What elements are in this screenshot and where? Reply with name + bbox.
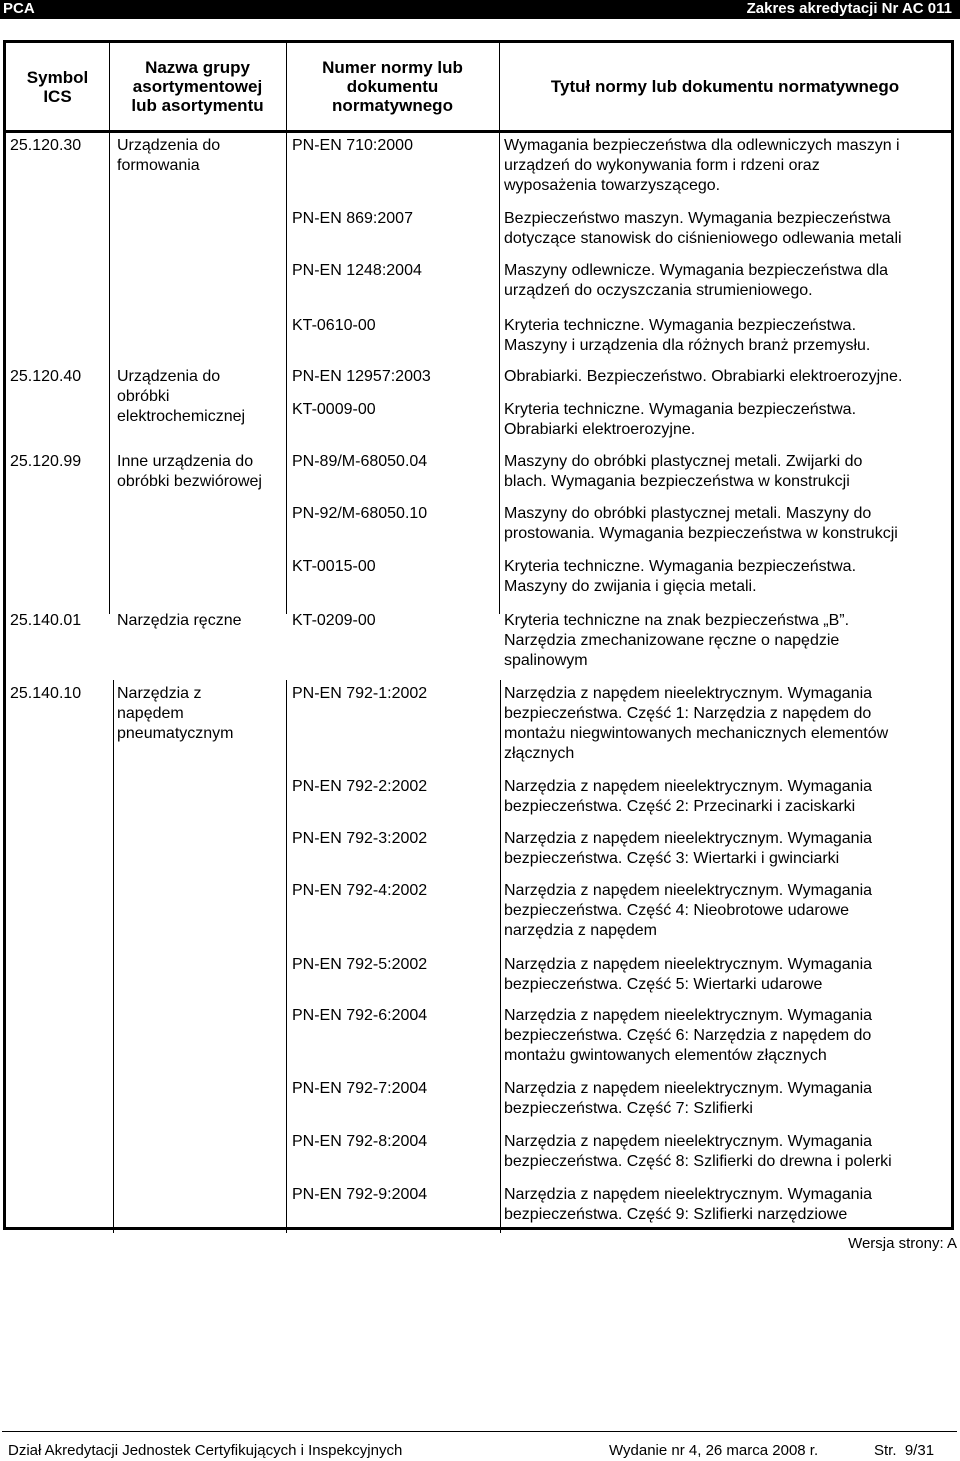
table-cell-norm: PN-EN 792-4:2002 — [292, 882, 428, 899]
table-cell-group: Narzędzia ręczne — [117, 612, 242, 629]
table-cell-title: Kryteria techniczne. Wymagania bezpieczeństwa. Obrabiarki elektroerozyjne. — [504, 401, 857, 438]
table-cell-ics: 25.120.30 — [10, 137, 82, 154]
table-cell-norm: KT-0009-00 — [292, 401, 376, 418]
col-divider-1-lower — [113, 680, 114, 1233]
table-cell-ics: 25.120.99 — [10, 453, 82, 470]
table-cell-norm: PN-EN 792-6:2004 — [292, 1007, 428, 1024]
table-cell-group: Inne urządzenia do obróbki bezwiórowej — [117, 453, 262, 490]
column-header-title: Tytuł normy lub dokumentu normatywnego — [550, 77, 900, 96]
table-cell-title: Kryteria techniczne na znak bezpieczeństwa „B”. Narzędzia zmechanizowane ręczne o napędzie spalinowym — [504, 612, 850, 669]
column-header-group: Nazwa grupy asortymentowej lub asortymentu — [131, 58, 264, 115]
column-header-ics: Symbol ICS — [26, 67, 89, 106]
table-cell-title: Bezpieczeństwo maszyn. Wymagania bezpieczeństwa dotyczące stanowisk do ciśnieniowego odlewania metali — [504, 210, 902, 247]
table-cell-norm: PN-92/M-68050.10 — [292, 505, 428, 522]
table-cell-group: Narzędzia z napędem pneumatycznym — [117, 685, 234, 742]
table-cell-norm: PN-EN 12957:2003 — [292, 368, 431, 385]
page-version: Wersja strony: A — [848, 1235, 957, 1252]
table-cell-title: Wymagania bezpieczeństwa dla odlewniczych maszyn i urządzeń do wykonywania form i rdzeni oraz wyposażenia towarzyszącego. — [504, 137, 900, 194]
table-cell-norm: PN-EN 792-7:2004 — [292, 1080, 428, 1097]
table-cell-title: Narzędzia z napędem nieelektrycznym. Wymagania bezpieczeństwa. Część 5: Wiertarki udarowe — [504, 956, 873, 993]
table-cell-title: Narzędzia z napędem nieelektrycznym. Wymagania bezpieczeństwa. Część 9: Szlifierki narzędziowe — [504, 1186, 873, 1223]
table-cell-title: Maszyny do obróbki plastycznej metali. Maszyny do prostowania. Wymagania bezpieczeństwa w konstrukcji — [504, 505, 898, 542]
footer-page-number: Str. 9/31 — [874, 1442, 935, 1459]
table-cell-title: Narzędzia z napędem nieelektrycznym. Wymagania bezpieczeństwa. Część 7: Szlifierki — [504, 1080, 873, 1117]
table-cell-title: Obrabiarki. Bezpieczeństwo. Obrabiarki elektroerozyjne. — [504, 368, 903, 385]
table-cell-group: Urządzenia do obróbki elektrochemicznej — [117, 368, 246, 425]
table-cell-norm: KT-0015-00 — [292, 558, 376, 575]
table-cell-title: Maszyny do obróbki plastycznej metali. Zwijarki do blach. Wymagania bezpieczeństwa w konstrukcji — [504, 453, 863, 490]
header-accreditation: Zakres akredytacji Nr AC 011 — [746, 0, 952, 17]
table-cell-norm: KT-0610-00 — [292, 317, 376, 334]
table-cell-group: Urządzenia do formowania — [117, 137, 221, 174]
table-cell-title: Narzędzia z napędem nieelektrycznym. Wymagania bezpieczeństwa. Część 1: Narzędzia z napędem do montażu niegwintowanych mechanicznych elementów złącznych — [504, 685, 889, 762]
header-separator — [6, 130, 951, 133]
header-org: PCA — [3, 0, 35, 17]
table-cell-norm: KT-0209-00 — [292, 612, 376, 629]
table-cell-norm: PN-EN 792-9:2004 — [292, 1186, 428, 1203]
table-cell-title: Kryteria techniczne. Wymagania bezpieczeństwa. Maszyny i urządzenia dla różnych branż przemysłu. — [504, 317, 871, 354]
table-cell-norm: PN-EN 792-8:2004 — [292, 1133, 428, 1150]
table-cell-title: Maszyny odlewnicze. Wymagania bezpieczeństwa dla urządzeń do oczyszczania strumieniowego. — [504, 262, 889, 299]
table-cell-norm: PN-EN 710:2000 — [292, 137, 413, 154]
footer-divider — [2, 1431, 957, 1432]
table-cell-title: Kryteria techniczne. Wymagania bezpieczeństwa. Maszyny do zwijania i gięcia metali. — [504, 558, 857, 595]
table-cell-ics: 25.120.40 — [10, 368, 82, 385]
footer-edition: Wydanie nr 4, 26 marca 2008 r. — [609, 1442, 819, 1459]
table-cell-ics: 25.140.10 — [10, 685, 82, 702]
document-header-bar — [0, 0, 960, 19]
table-cell-norm: PN-89/M-68050.04 — [292, 453, 428, 470]
table-cell-title: Narzędzia z napędem nieelektrycznym. Wymagania bezpieczeństwa. Część 4: Nieobrotowe udarowe narzędzia z napędem — [504, 882, 873, 939]
table-cell-title: Narzędzia z napędem nieelektrycznym. Wymagania bezpieczeństwa. Część 2: Przecinarki i zaciskarki — [504, 778, 873, 815]
col-divider-3-lower — [500, 680, 501, 1233]
table-cell-norm: PN-EN 792-1:2002 — [292, 685, 428, 702]
table-cell-norm: PN-EN 1248:2004 — [292, 262, 422, 279]
footer-department: Dział Akredytacji Jednostek Certyfikujących i Inspekcyjnych — [8, 1442, 403, 1459]
table-cell-ics: 25.140.01 — [10, 612, 82, 629]
column-header-norm: Numer normy lub dokumentu normatywnego — [322, 58, 463, 115]
table-cell-title: Narzędzia z napędem nieelektrycznym. Wymagania bezpieczeństwa. Część 6: Narzędzia z napędem do montażu gwintowanych elementów złącznych — [504, 1007, 873, 1064]
table-cell-norm: PN-EN 792-5:2002 — [292, 956, 428, 973]
table-cell-title: Narzędzia z napędem nieelektrycznym. Wymagania bezpieczeństwa. Część 8: Szlifierki do drewna i polerki — [504, 1133, 892, 1170]
table-cell-title: Narzędzia z napędem nieelektrycznym. Wymagania bezpieczeństwa. Część 3: Wiertarki i gwinciarki — [504, 830, 873, 867]
table-cell-norm: PN-EN 792-2:2002 — [292, 778, 428, 795]
table-cell-norm: PN-EN 792-3:2002 — [292, 830, 428, 847]
table-cell-norm: PN-EN 869:2007 — [292, 210, 413, 227]
col-divider-2-lower — [286, 680, 287, 1233]
